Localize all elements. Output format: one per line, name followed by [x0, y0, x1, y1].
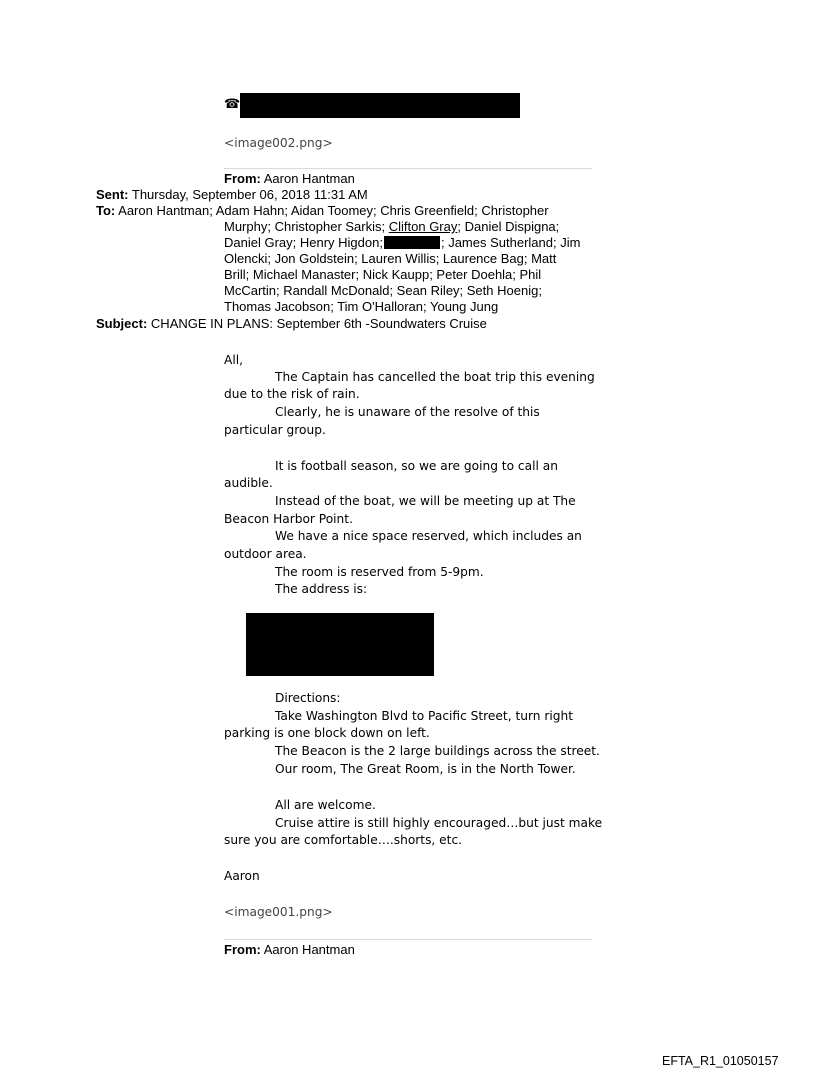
body-line: The Beacon is the 2 large buildings across the street.: [275, 744, 600, 758]
signature: Aaron: [224, 869, 260, 883]
to-recipients-2a: Murphy; Christopher Sarkis;: [224, 219, 389, 234]
body-line: The address is:: [275, 582, 368, 596]
body-line: It is football season, so we are going to call an: [275, 459, 558, 473]
body-line: Directions:: [275, 691, 341, 705]
to-line-3: [224, 235, 580, 251]
subject-line: [96, 316, 487, 332]
redacted-phone-number: [240, 93, 520, 118]
body-line: Our room, The Great Room, is in the North Tower.: [275, 762, 576, 776]
to-recipients-2b: ; Daniel Dispigna;: [457, 219, 560, 234]
to-line-4: Olencki; Jon Goldstein; Lauren Willis; Laurence Bag; Matt: [224, 251, 557, 266]
greeting: All,: [224, 353, 243, 367]
attachment-image002: <image002.png>: [224, 136, 333, 150]
separator-rule: [224, 168, 592, 169]
to-line-7: Thomas Jacobson; Tim O'Halloran; Young Jung: [224, 299, 499, 314]
to-recipient-underlined: Clifton Gray: [388, 219, 458, 234]
to-recipients-3b: ; James Sutherland; Jim: [440, 235, 581, 250]
next-from-label: From:: [224, 942, 261, 957]
body-line: The Captain has cancelled the boat trip this evening: [275, 370, 595, 384]
body-line: due to the risk of rain.: [224, 387, 360, 401]
footer-document-id: EFTA_R1_01050157: [662, 1054, 779, 1068]
body-line: particular group.: [224, 423, 326, 437]
attachment-image001: <image001.png>: [224, 905, 333, 919]
body-line: We have a nice space reserved, which includes an: [275, 529, 582, 543]
to-line-1: [96, 203, 549, 219]
next-from-value: Aaron Hantman: [263, 942, 355, 957]
to-recipients-1: Aaron Hantman; Adam Hahn; Aidan Toomey; Chris Greenfield; Christopher: [118, 203, 549, 218]
body-line: Clearly, he is unaware of the resolve of this: [275, 405, 540, 419]
body-line: Cruise attire is still highly encouraged…but just make: [275, 816, 603, 830]
to-line-6: McCartin; Randall McDonald; Sean Riley; Seth Hoenig;: [224, 283, 542, 298]
body-line: Instead of the boat, we will be meeting up at The: [275, 494, 576, 508]
to-recipients-3a: Daniel Gray; Henry Higdon;: [224, 235, 383, 250]
next-from-line: [224, 942, 355, 958]
body-line: Beacon Harbor Point.: [224, 512, 353, 526]
subject-value: CHANGE IN PLANS: September 6th -Soundwaters Cruise: [150, 316, 487, 331]
from-label: From:: [224, 171, 261, 186]
sent-label: Sent:: [96, 187, 129, 202]
redacted-recipient: [384, 236, 440, 249]
to-line-5: Brill; Michael Manaster; Nick Kaupp; Peter Doehla; Phil: [224, 267, 542, 282]
from-line: [224, 171, 355, 187]
sent-value: Thursday, September 06, 2018 11:31 AM: [131, 187, 368, 202]
separator-rule: [224, 939, 592, 940]
body-line: Take Washington Blvd to Pacific Street, turn right: [275, 709, 573, 723]
body-line: The room is reserved from 5-9pm.: [275, 565, 484, 579]
redacted-address: [246, 613, 434, 676]
from-value: Aaron Hantman: [263, 171, 355, 186]
to-label: To:: [96, 203, 116, 218]
body-line: parking is one block down on left.: [224, 726, 430, 740]
body-line: outdoor area.: [224, 547, 307, 561]
to-line-2: [224, 219, 559, 235]
body-line: sure you are comfortable….shorts, etc.: [224, 833, 463, 847]
subject-label: Subject:: [96, 316, 148, 331]
sent-line: [96, 187, 368, 203]
body-line: audible.: [224, 476, 273, 490]
phone-icon: ☎: [224, 97, 241, 112]
body-line: All are welcome.: [275, 798, 376, 812]
